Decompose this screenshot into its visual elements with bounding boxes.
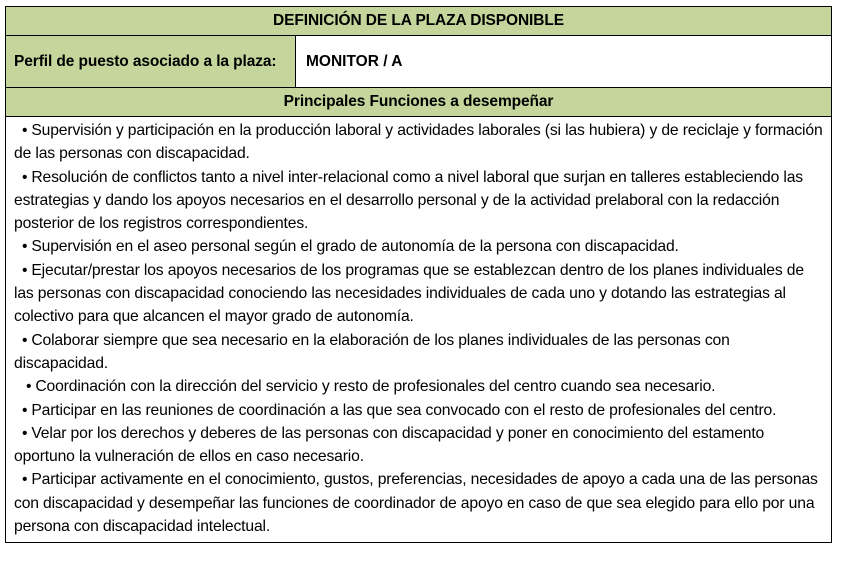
- list-item: [14, 375, 823, 398]
- bullet-icon: •: [22, 424, 28, 442]
- bullet-icon: •: [22, 238, 28, 256]
- list-item: [14, 422, 823, 469]
- function-text: Colaborar siempre que sea necesario en la elaboración de los planes individuales de las personas con discapacidad.: [14, 331, 730, 372]
- list-item: [14, 468, 823, 538]
- function-text: Coordinación con la dirección del servicio y resto de profesionales del centro cuando sea necesario.: [35, 378, 716, 396]
- table-title: DEFINICIÓN DE LA PLAZA DISPONIBLE: [6, 7, 832, 36]
- functions-row: [6, 117, 832, 543]
- bullet-icon: •: [22, 401, 28, 419]
- profile-label: Perfil de puesto asociado a la plaza:: [6, 36, 296, 88]
- functions-cell: [6, 117, 832, 543]
- bullet-icon: •: [22, 331, 28, 349]
- function-text: Participar en las reuniones de coordinación a las que sea convocado con el resto de profesionales del centro.: [31, 401, 777, 419]
- profile-row: [6, 36, 832, 88]
- function-text: Velar por los derechos y deberes de las personas con discapacidad y poner en conocimiento del estamento oportuno la vulneración de ellos en caso necesario.: [14, 424, 765, 466]
- function-text: Ejecutar/prestar los apoyos necesarios de los programas que se establezcan dentro de los planes individuales de las personas con discapacidad conociendo las necesidades individuales de cada uno y dotando las estrategias al colectivo para que alcancen el mayor grado de autonomía.: [14, 261, 804, 326]
- function-text: Supervisión en el aseo personal según el grado de autonomía de la persona con discapacidad.: [31, 238, 679, 256]
- job-definition-table: [5, 6, 832, 543]
- function-text: Resolución de conflictos tanto a nivel inter-relacional como a nivel laboral que surjan en talleres estableciendo las estrategias y dando los apoyos necesarios en el desarrollo personal y de la actividad prelaboral con la redacción posterior de los registros correspondientes.: [14, 168, 803, 233]
- list-item: [14, 119, 823, 166]
- functions-title: Principales Funciones a desempeñar: [6, 88, 832, 117]
- profile-value: MONITOR / A: [296, 36, 832, 88]
- functions-list: [14, 119, 823, 538]
- list-item: [14, 166, 823, 236]
- bullet-icon: •: [26, 378, 32, 396]
- list-item: [14, 329, 823, 376]
- functions-header-row: [6, 88, 832, 117]
- bullet-icon: •: [22, 122, 28, 139]
- list-item: [14, 399, 823, 422]
- bullet-icon: •: [22, 261, 28, 279]
- list-item: [14, 259, 823, 329]
- bullet-icon: •: [22, 168, 28, 186]
- function-text: Participar activamente en el conocimiento, gustos, preferencias, necesidades de apoyo a cada una de las personas con discapacidad y desempeñar las funciones de coordinador de apoyo en caso de que sea elegido para ello por una persona con discapacidad intelectual.: [14, 471, 818, 536]
- bullet-icon: •: [22, 471, 28, 489]
- table-header-row: [6, 7, 832, 36]
- function-text: Supervisión y participación en la producción laboral y actividades laborales (si las hubiera) y de reciclaje y formación de las personas con discapacidad.: [14, 122, 823, 163]
- list-item: [14, 235, 823, 258]
